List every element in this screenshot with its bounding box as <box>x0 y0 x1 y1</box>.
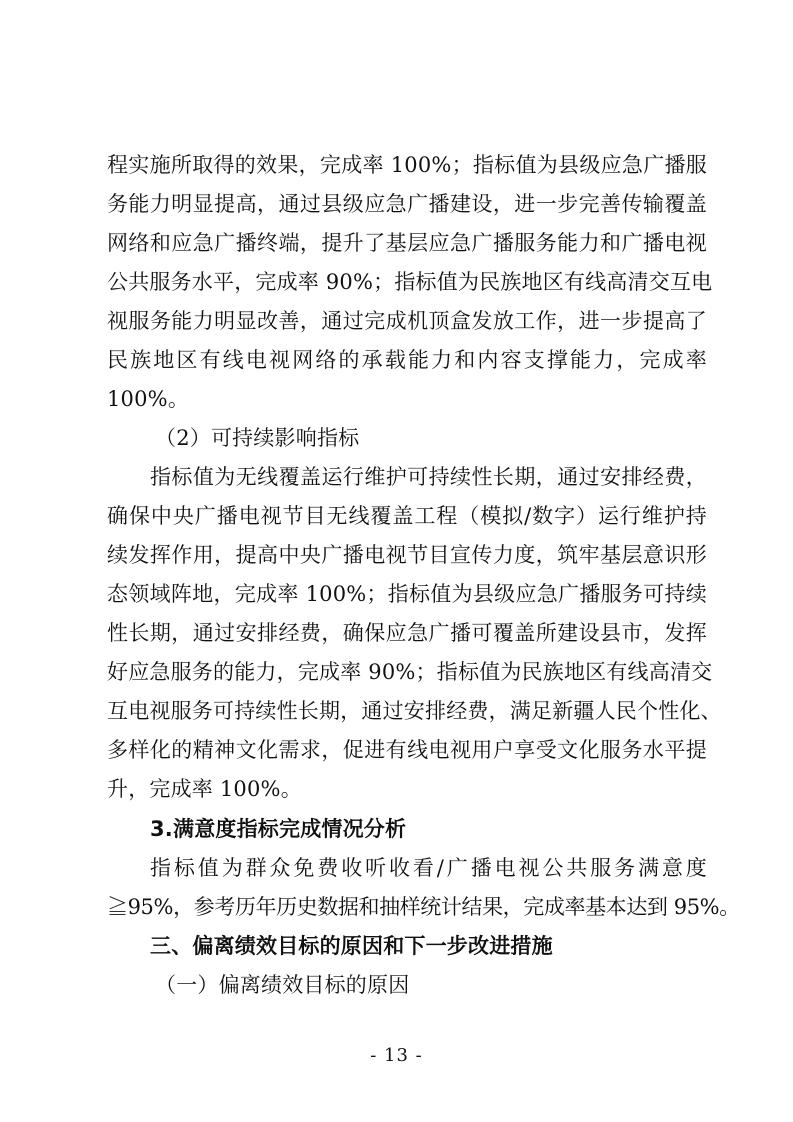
paragraph-line: 100%。 <box>107 387 190 411</box>
paragraph-line: 态领域阵地，完成率 100%；指标值为县级应急广播服务可持续 <box>107 582 707 606</box>
paragraph-line: 视服务能力明显改善，通过完成机顶盒发放工作，进一步提高了 <box>107 309 707 333</box>
paragraph-line: ≧95%，参考历年历史数据和抽样统计结果，完成率基本达到 95%。 <box>107 895 740 919</box>
paragraph-line: 确保中央广播电视节目无线覆盖工程（模拟/数字）运行维护持 <box>107 504 707 528</box>
paragraph-line: 网络和应急广播终端，提升了基层应急广播服务能力和广播电视 <box>107 231 707 255</box>
paragraph-line: 互电视服务可持续性长期，通过安排经费，满足新疆人民个性化、 <box>107 699 722 723</box>
paragraph-line: 多样化的精神文化需求，促进有线电视用户享受文化服务水平提 <box>107 738 707 762</box>
paragraph-line: 续发挥作用，提高中央广播电视节目宣传力度，筑牢基层意识形 <box>107 543 707 567</box>
paragraph-line: 指标值为群众免费收听收看/广播电视公共服务满意度 <box>150 856 707 880</box>
section-heading: 3.满意度指标完成情况分析 <box>150 817 407 841</box>
paragraph-line: 务能力明显提高，通过县级应急广播建设，进一步完善传输覆盖 <box>107 192 707 216</box>
paragraph-line: 民族地区有线电视网络的承载能力和内容支撑能力，完成率 <box>107 348 707 372</box>
paragraph-line: 好应急服务的能力，完成率 90%；指标值为民族地区有线高清交 <box>107 660 713 684</box>
paragraph-line: 性长期，通过安排经费，确保应急广播可覆盖所建设县市，发挥 <box>107 621 707 645</box>
paragraph-line: 公共服务水平，完成率 90%；指标值为民族地区有线高清交互电 <box>107 270 713 294</box>
subsection-heading: （2）可持续影响指标 <box>155 426 360 450</box>
section-heading: 三、偏离绩效目标的原因和下一步改进措施 <box>150 934 553 958</box>
paragraph-line: 指标值为无线覆盖运行维护可持续性长期，通过安排经费， <box>150 465 707 489</box>
paragraph-line: 升，完成率 100%。 <box>107 777 302 801</box>
paragraph-line: 程实施所取得的效果，完成率 100%；指标值为县级应急广播服 <box>107 153 707 177</box>
subsection-heading: （一）偏离绩效目标的原因 <box>155 973 410 997</box>
page-number: - 13 - <box>370 1045 423 1066</box>
